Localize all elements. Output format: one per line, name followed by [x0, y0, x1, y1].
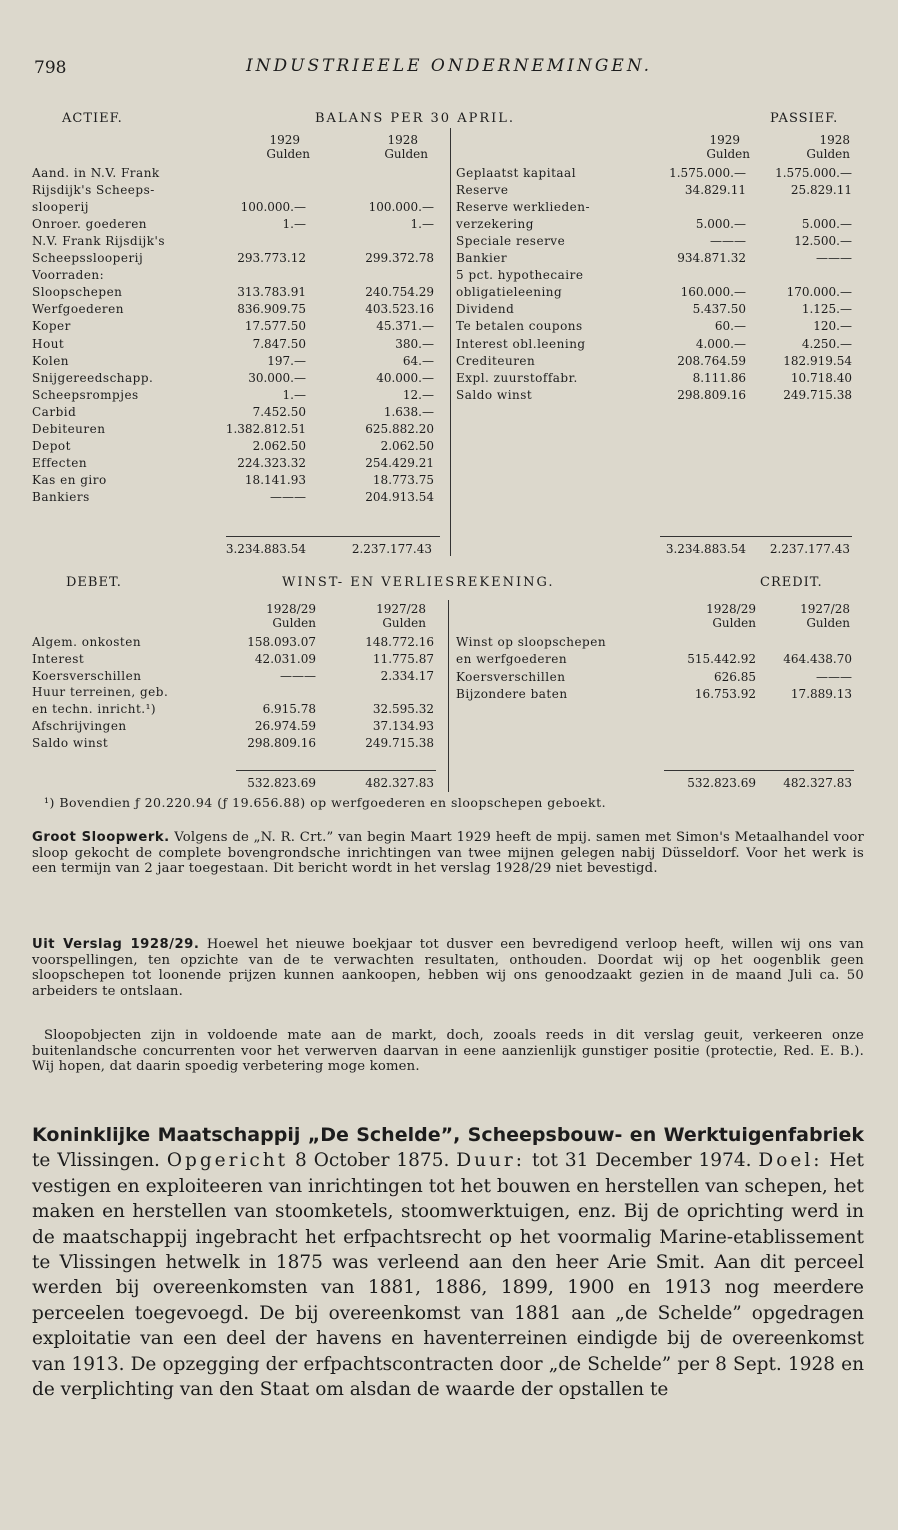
debit-row-label: Interest — [32, 651, 85, 666]
liability-row-v2: 12.500.— — [794, 234, 852, 249]
debit-row-v1: ——— — [280, 668, 316, 683]
debit-total-2: 482.327.83 — [365, 776, 434, 790]
liability-row-v1: 934.871.32 — [677, 251, 746, 266]
liability-row-v1: 298.809.16 — [677, 387, 746, 402]
asset-row-label: Carbid — [32, 404, 77, 419]
liability-row-label: 5 pct. hypothecaire — [456, 268, 584, 283]
asset-row-label: Onroer. goederen — [32, 217, 148, 232]
asset-row-label: Debiteuren — [32, 421, 106, 436]
asset-row-v2: 100.000.— — [368, 200, 434, 215]
debit-total-rule — [236, 770, 436, 771]
credit-row-label: en werfgoederen — [456, 652, 568, 667]
bal-year-1-right: 1929 — [709, 133, 740, 147]
liability-row-v1: 8.111.86 — [692, 370, 746, 385]
asset-row-v2: 1.— — [410, 217, 434, 232]
debit-row-v1: 6.915.78 — [262, 702, 316, 717]
liability-row-v1: 60.— — [714, 319, 746, 334]
pl-year-2-left: 1927/28 — [376, 602, 426, 616]
asset-row-v1: 17.577.50 — [244, 319, 306, 334]
liability-row-v1: 208.764.59 — [677, 353, 746, 368]
asset-row-v2: 1.638.— — [383, 404, 434, 419]
assets-total-1928: 2.237.177.43 — [351, 542, 432, 556]
balance-title: BALANS PER 30 APRIL. — [315, 111, 516, 126]
asset-row-label: Werfgoederen — [32, 302, 124, 317]
asset-row-label: Kas en giro — [32, 472, 107, 487]
paragraph-uit-verslag — [32, 937, 864, 999]
keyword-doel: Doel: — [758, 1150, 823, 1172]
asset-row-label: Snijgereedschapp. — [32, 370, 154, 385]
asset-row-label: Kolen — [32, 353, 70, 368]
liability-row-label: Saldo winst — [456, 387, 533, 402]
asset-row-v2: 403.523.16 — [365, 302, 434, 317]
debit-row-v1: 158.093.07 — [247, 635, 316, 649]
asset-row-label: Voorraden: — [32, 268, 105, 283]
asset-row-label: Hout — [32, 336, 65, 351]
paragraph-body: Sloopobjecten zijn in voldoende mate aan de markt, doch, zooals reeds in dit verslag geuit, verkeeren onze buitenlandsche concurrenten voor het verwerven daarvan in eene aanzienlijk gunstiger positie (protectie, Red. E. B.). Wij hopen, dat daarin spoedig verbetering moge komen. — [32, 1028, 864, 1075]
asset-row-v1: 1.382.812.51 — [225, 421, 306, 436]
credit-row-v1: 515.442.92 — [687, 652, 756, 667]
page-title: INDUSTRIEELE ONDERNEMINGEN. — [245, 56, 653, 76]
bal-year-2-left: 1928 — [387, 133, 418, 147]
asset-row-label: Scheepsslooperij — [32, 251, 144, 266]
liability-row-label: Reserve — [456, 183, 509, 198]
debit-row-label: Huur terreinen, geb. — [32, 685, 169, 700]
liability-row-v1: 1.575.000.— — [669, 166, 746, 180]
paragraph-de-schelde — [32, 1123, 864, 1402]
debit-row-label: Algem. onkosten — [32, 635, 142, 649]
debit-total-1: 532.823.69 — [247, 776, 316, 790]
liability-row-v2: 170.000.— — [786, 285, 852, 300]
asset-row-v1: 7.847.50 — [252, 336, 306, 351]
bal-unit-2-right: Gulden — [806, 147, 850, 161]
pl-year-2-right: 1927/28 — [800, 602, 850, 616]
asset-row-label: Koper — [32, 319, 71, 334]
asset-row-v1: 1.— — [282, 387, 306, 402]
asset-row-v1: 100.000.— — [240, 200, 306, 215]
liabilities-total-1929: 3.234.883.54 — [665, 542, 746, 556]
keyword-opgericht: Opgericht — [166, 1150, 289, 1172]
pl-left-title: DEBET. — [66, 575, 122, 590]
company-heading: Koninklijke Maatschappij „De Schelde”, Scheepsbouw- en Werktuigenfabriek — [32, 1124, 864, 1146]
credit-row-label: Winst op sloopschepen — [456, 635, 607, 649]
liability-row-label: Dividend — [456, 302, 515, 317]
balance-right-title: PASSIEF. — [770, 111, 839, 126]
liabilities-total-1928: 2.237.177.43 — [769, 542, 850, 556]
liability-row-label: Reserve werklieden- — [456, 200, 591, 215]
credit-row-v2: 17.889.13 — [790, 686, 852, 701]
asset-row-label: Scheepsrompjes — [32, 387, 139, 402]
bal-unit-1-left: Gulden — [266, 147, 310, 161]
pl-right-title: CREDIT. — [760, 575, 823, 590]
liability-row-v2: ——— — [816, 251, 852, 266]
asset-row-label: N.V. Frank Rijsdijk's — [32, 234, 165, 249]
liabilities-total-rule — [660, 536, 852, 537]
running-header — [30, 56, 868, 82]
asset-row-v2: 254.429.21 — [365, 455, 434, 470]
liability-row-v2: 249.715.38 — [783, 387, 852, 402]
debit-row-v2: 2.334.17 — [380, 668, 434, 683]
assets-total-rule — [226, 536, 440, 537]
asset-row-v1: 30.000.— — [248, 370, 306, 385]
credit-total-1: 532.823.69 — [687, 776, 756, 790]
asset-row-label: Effecten — [32, 455, 88, 470]
asset-row-v2: 12.— — [402, 387, 434, 402]
debit-row-v1: 42.031.09 — [254, 651, 316, 666]
asset-row-v1: 1.— — [282, 217, 306, 232]
asset-row-v1: 313.783.91 — [237, 285, 306, 300]
liability-row-label: verzekering — [456, 217, 534, 232]
liability-row-label: Te betalen coupons — [456, 319, 583, 334]
asset-row-v2: 45.371.— — [376, 319, 434, 334]
credit-row-v2: ——— — [816, 669, 852, 684]
keyword-duur: Duur: — [456, 1150, 526, 1172]
asset-row-v1: 224.323.32 — [237, 455, 306, 470]
liability-row-v2: 120.— — [813, 319, 852, 334]
asset-row-v1: 836.909.75 — [237, 302, 306, 317]
asset-row-v2: 204.913.54 — [365, 489, 434, 504]
asset-row-v2: 2.062.50 — [380, 438, 434, 453]
paragraph-groot-sloopwerk — [32, 830, 864, 877]
liability-row-label: Crediteuren — [456, 353, 536, 368]
credit-row-label: Koersverschillen — [456, 669, 566, 684]
debit-row-v2: 249.715.38 — [365, 735, 434, 750]
pl-unit-1-right: Gulden — [712, 616, 756, 630]
assets-total-1929: 3.234.883.54 — [225, 542, 306, 556]
debit-row-v2: 11.775.87 — [372, 651, 434, 666]
debit-row-label: Afschrijvingen — [32, 719, 127, 733]
liability-row-label: Bankier — [456, 251, 508, 266]
credit-total-2: 482.327.83 — [783, 776, 852, 790]
founding-date: 8 October 1875. — [295, 1150, 450, 1172]
asset-row-v1: 197.— — [267, 353, 306, 368]
bal-year-2-right: 1928 — [819, 133, 850, 147]
paragraph-heading: Groot Sloopwerk. — [32, 830, 170, 845]
pl-year-1-right: 1928/29 — [706, 602, 756, 616]
liability-row-v2: 10.718.40 — [790, 370, 852, 385]
asset-row-v1: ——— — [270, 489, 306, 504]
liability-row-v1: 5.000.— — [695, 217, 746, 232]
liability-row-v2: 5.000.— — [801, 217, 852, 232]
pl-title: WINST- EN VERLIESREKENING. — [282, 575, 555, 590]
liability-row-v1: 160.000.— — [680, 285, 746, 300]
liability-row-v1: ——— — [710, 234, 746, 249]
liability-row-label: obligatieleening — [456, 285, 563, 300]
debit-row-v1: 298.809.16 — [247, 735, 316, 750]
asset-row-label: Depot — [32, 438, 71, 453]
asset-row-label: Aand. in N.V. Frank — [32, 166, 160, 180]
purpose-text: Het vestigen en exploiteeren van inrichtingen tot het bouwen en herstellen van schepen, het maken en herstellen van stoomketels, stoomwerktuigen, enz. Bij de oprichting werd in de maatschappij ingebracht het erfpachtsrecht op het voormalig Marine-etablissement te Vlissingen hetwelk in 1875 was verleend aan den heer Arie Smit. Aan dit perceel werden bij overeenkomsten van 1881, 1886, 1899, 1900 en 1913 nog meerdere perceelen toegevoegd. De bij overeenkomst van 1881 aan „de Schelde” opgedragen exploitatie van een deel der havens en haventerreinen eindigde bij de overeenkomst van 1913. De opzegging der erfpachtscontracten door „de Schelde” per 8 Sept. 1928 en de verplichting van den Staat om alsdan de waarde der opstallen te — [32, 1150, 864, 1401]
liability-row-label: Geplaatst kapitaal — [456, 166, 577, 180]
asset-row-label: Rijsdijk's Scheeps- — [32, 183, 155, 198]
liability-row-v1: 4.000.— — [695, 336, 746, 351]
debit-row-label: Koersverschillen — [32, 668, 142, 683]
paragraph-body: Volgens de „N. R. Crt.” van begin Maart 1929 heeft de mpij. samen met Simon's Metaalhandel voor sloop gekocht de complete bovengrondsche inrichtingen van twee mijnen gelegen nabij Düsseldorf. Voor het werk is een termijn van 2 jaar toegestaan. Dit bericht wordt in het verslag 1928/29 niet bevestigd. — [32, 830, 864, 877]
asset-row-v2: 64.— — [402, 353, 434, 368]
credit-total-rule — [664, 770, 854, 771]
liability-row-v2: 1.125.— — [801, 302, 852, 317]
pl-unit-1-left: Gulden — [272, 616, 316, 630]
asset-row-v2: 380.— — [395, 336, 434, 351]
liability-row-v2: 4.250.— — [801, 336, 852, 351]
debit-row-label: en techn. inricht.¹) — [32, 702, 157, 717]
credit-row-label: Bijzondere baten — [456, 686, 568, 701]
balance-left-title: ACTIEF. — [62, 111, 123, 126]
asset-row-v1: 7.452.50 — [252, 404, 306, 419]
bal-year-1-left: 1929 — [269, 133, 300, 147]
liability-row-v1: 34.829.11 — [684, 183, 746, 198]
debit-row-v1: 26.974.59 — [254, 719, 316, 733]
liability-row-label: Speciale reserve — [456, 234, 566, 249]
asset-row-v2: 40.000.— — [376, 370, 434, 385]
pl-unit-2-right: Gulden — [806, 616, 850, 630]
debit-row-v2: 148.772.16 — [365, 635, 434, 649]
pl-divider — [448, 600, 449, 792]
asset-row-v2: 18.773.75 — [372, 472, 434, 487]
asset-row-label: Bankiers — [32, 489, 90, 504]
asset-row-v2: 625.882.20 — [365, 421, 434, 436]
asset-row-label: slooperij — [32, 200, 90, 215]
liability-row-label: Interest obl.leening — [456, 336, 586, 351]
liability-row-v2: 25.829.11 — [790, 183, 852, 198]
paragraph-heading: Uit Verslag 1928/29. — [32, 937, 200, 952]
duration-text: tot 31 December 1974. — [531, 1150, 752, 1172]
bal-unit-1-right: Gulden — [706, 147, 750, 161]
liability-row-v2: 182.919.54 — [783, 353, 852, 368]
liability-row-v1: 5.437.50 — [692, 302, 746, 317]
credit-row-v1: 626.85 — [714, 669, 756, 684]
asset-row-v2: 240.754.29 — [365, 285, 434, 300]
asset-row-v2: 299.372.78 — [365, 251, 434, 266]
asset-row-label: Sloopschepen — [32, 285, 123, 300]
paragraph-sloopobjecten — [32, 1028, 864, 1075]
asset-row-v1: 18.141.93 — [244, 472, 306, 487]
liability-row-v2: 1.575.000.— — [775, 166, 852, 180]
credit-row-v1: 16.753.92 — [694, 686, 756, 701]
asset-row-v1: 293.773.12 — [237, 251, 306, 266]
debit-row-v2: 37.134.93 — [372, 719, 434, 733]
pl-year-1-left: 1928/29 — [266, 602, 316, 616]
debit-row-label: Saldo winst — [32, 735, 109, 750]
debit-row-v2: 32.595.32 — [372, 702, 434, 717]
pl-unit-2-left: Gulden — [382, 616, 426, 630]
balance-divider — [450, 128, 451, 556]
asset-row-v1: 2.062.50 — [252, 438, 306, 453]
credit-row-v2: 464.438.70 — [783, 652, 852, 667]
liability-row-label: Expl. zuurstoffabr. — [456, 370, 578, 385]
company-location: te Vlissingen. — [32, 1150, 160, 1172]
paragraph-body: Hoewel het nieuwe boekjaar tot dusver een bevredigend verloop heeft, willen wij ons van voorspellingen, ten opzichte van de te verwachten resultaten, onthouden. Doordat wij op het oogenblik geen sloopschepen tot loonende prijzen kunnen aankoopen, hebben wij ons genoodzaakt gezien in de maand Juli ca. 50 arbeiders te ontslaan. — [32, 937, 864, 999]
pl-footnote: ¹) Bovendien ƒ 20.220.94 (ƒ 19.656.88) op werfgoederen en sloopschepen geboekt. — [44, 795, 607, 810]
bal-unit-2-left: Gulden — [384, 147, 428, 161]
page-number: 798 — [34, 58, 67, 78]
